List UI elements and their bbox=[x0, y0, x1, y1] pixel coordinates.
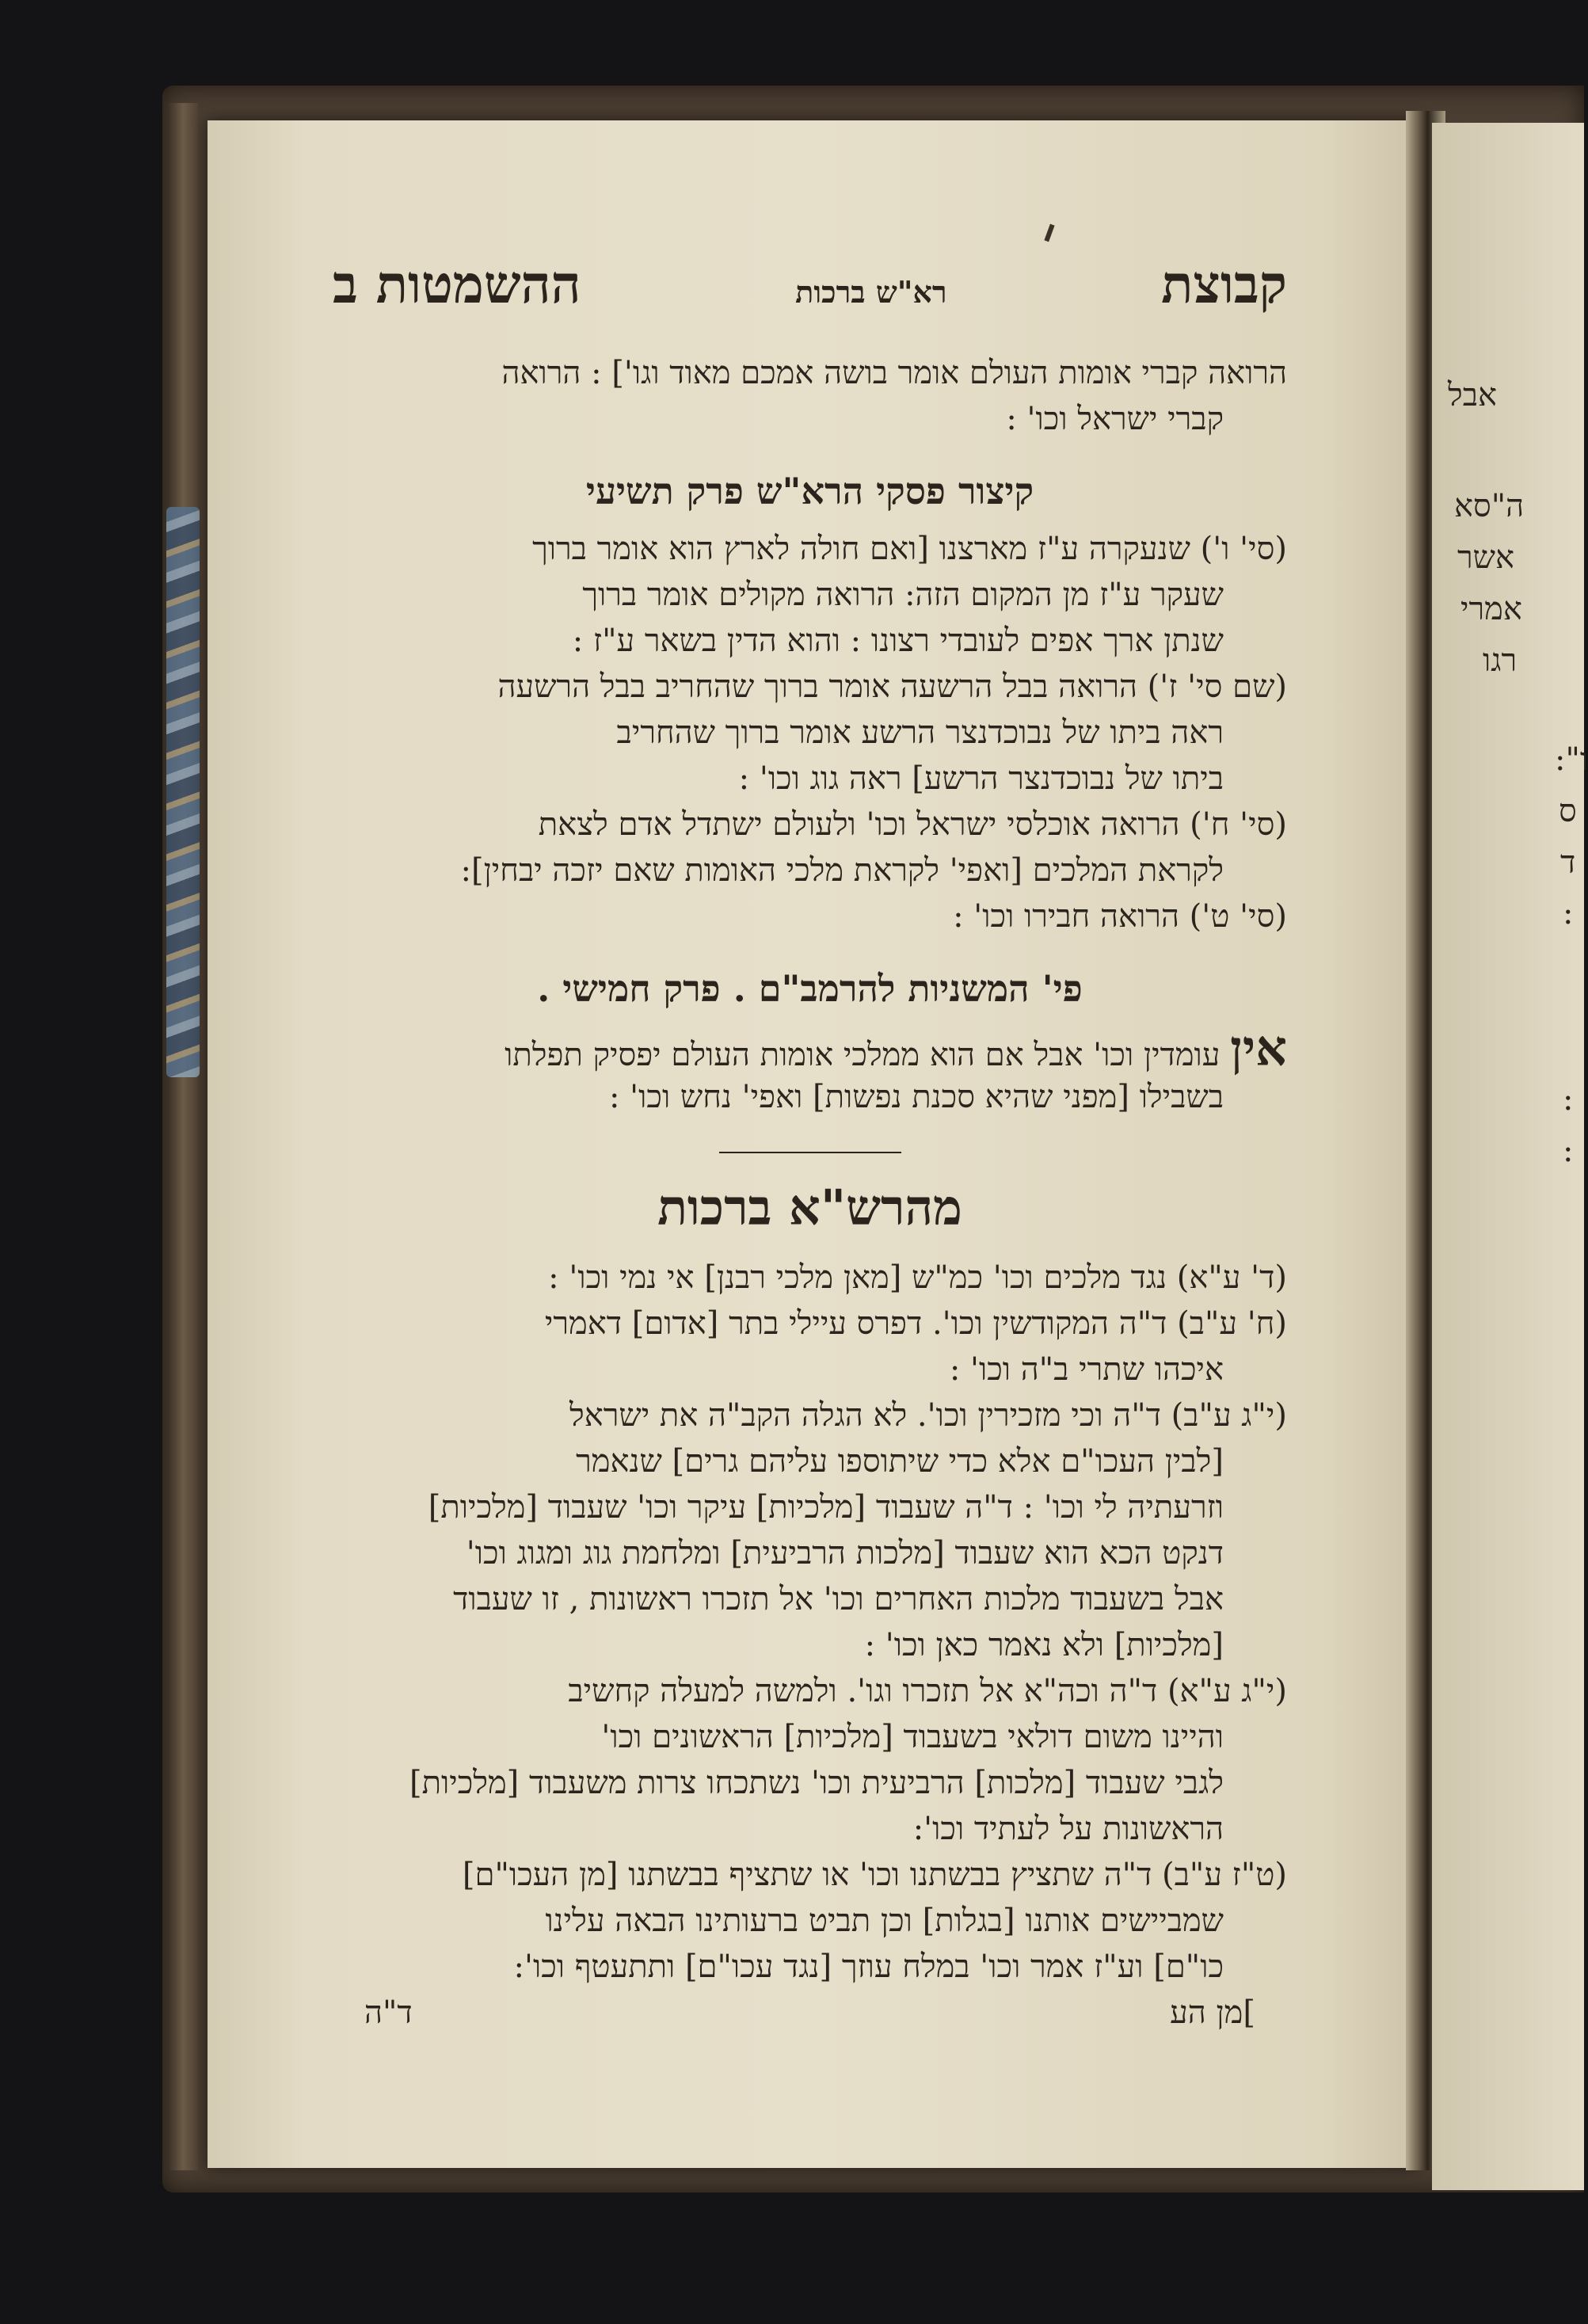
marbled-endpaper bbox=[166, 507, 200, 1077]
header-right: קבוצת bbox=[1161, 253, 1287, 315]
text-line: (ט"ז ע"ב) ד"ה שתציץ בבשתנו וכו' או שתציף בבשתנו [מן העכו"ם] bbox=[462, 1857, 1287, 1893]
right-page-text: אשר bbox=[1457, 539, 1514, 576]
text-line: ביתו של נבוכדנצר הרשע] ראה גוג וכו' : bbox=[738, 760, 1224, 797]
text-line: הראשונות על לעתיד וכו': bbox=[912, 1811, 1224, 1847]
text-line: אבל בשעבוד מלכות האחרים וכו' אל תזכרו ראשונות , זו שעבוד bbox=[453, 1581, 1224, 1617]
text-line: שנתן ארך אפים לעובדי רצונו : והוא הדין בשאר ע"ז : bbox=[572, 623, 1224, 659]
catchword-line bbox=[333, 1990, 1287, 2036]
text-line: לגבי שעבוד [מלכות] הרביעית וכו' נשתכחו צרות משעבוד [מלכיות] bbox=[409, 1765, 1224, 1801]
right-page-text: : bbox=[1563, 1081, 1574, 1118]
text-line: [לבין העכו"ם אלא כדי שיתוספו עליהם גרים] שנאמר bbox=[576, 1443, 1224, 1480]
text-line: ראה ביתו של נבוכדנצר הרשע אומר ברוך שהחריב bbox=[616, 714, 1224, 751]
text-line: שעקר ע"ז מן המקום הזה: הרואה מקולים אומר ברוך bbox=[582, 577, 1224, 613]
page-content bbox=[333, 253, 1287, 2036]
text-line: (סי' ט') הרואה חבירו וכו' : bbox=[953, 898, 1287, 935]
section-heading: קיצור פסקי הרא"ש פרק תשיעי bbox=[585, 470, 1034, 512]
right-page-text: ד bbox=[1560, 844, 1576, 881]
catchword-left: ד"ה bbox=[364, 1994, 413, 2031]
right-page-text: ה"סא bbox=[1454, 488, 1525, 524]
text-line: הרואה קברי אומות העולם אומר בושה אמכם מאוד וגו'] : הרואה bbox=[501, 355, 1287, 391]
header-middle: רא"ש ברכות bbox=[795, 274, 947, 310]
header-left: ההשמטות ב bbox=[333, 253, 581, 315]
text-line: קברי ישראל וכו' : bbox=[1006, 401, 1224, 437]
text-line: כו"ם] וע"ז אמר וכו' במלח עוזך [נגד עכו"ם] ותתעטף וכו': bbox=[513, 1949, 1224, 1985]
catchword: ]מן הע bbox=[1170, 1994, 1255, 2031]
text-line: איכהו שתרי ב"ה וכו' : bbox=[949, 1351, 1224, 1388]
main-title: מהרש"א ברכות bbox=[657, 1179, 962, 1236]
right-page-text: רגו bbox=[1483, 642, 1518, 679]
initial-word: אין bbox=[1230, 1019, 1287, 1077]
section-heading: פי' המשניות להרמב"ם . פרק חמישי . bbox=[537, 967, 1083, 1010]
right-page-text: : bbox=[1563, 1133, 1574, 1169]
text-fragment: עומדין וכו' אבל אם הוא ממלכי אומות העולם יפסיק תפלתו bbox=[505, 1037, 1221, 1073]
right-page-text: אמרי bbox=[1460, 591, 1522, 627]
text-line: [מלכיות] ולא נאמר כאן וכו' : bbox=[864, 1627, 1224, 1663]
right-page-fragment bbox=[1432, 123, 1588, 2190]
text-line: (סי' ח') הרואה אוכלסי ישראל וכו' ולעולם ישתדל אדם לצאת bbox=[538, 806, 1287, 843]
text-line: דנקט הכא הוא שעבוד [מלכות הרביעית] ומלחמת גוג ומגוג וכו' bbox=[466, 1535, 1224, 1572]
text-line: (ח' ע"ב) ד"ה המקודשין וכו'. דפרס עיילי בתר [אדום] דאמרי bbox=[544, 1305, 1287, 1342]
text-line: בשבילו [מפני שהיא סכנת נפשות] ואפי' נחש וכו' : bbox=[608, 1079, 1224, 1115]
right-page-text: ס bbox=[1559, 793, 1577, 829]
text-line: וזרעתיה לי וכו' : ד"ה שעבוד [מלכיות] עיקר וכו' שעבוד [מלכיות] bbox=[428, 1489, 1224, 1526]
text-line bbox=[333, 1019, 1287, 1077]
running-header bbox=[333, 253, 1287, 333]
text-line: והיינו משום דולאי בשעבוד [מלכיות] הראשונים וכו' bbox=[601, 1719, 1224, 1755]
text-line: (שם סי' ז') הרואה בבל הרשעה אומר ברוך שהחריב בבל הרשעה bbox=[497, 669, 1287, 705]
divider-rule bbox=[719, 1152, 901, 1153]
text-line: (ד' ע"א) נגד מלכים וכו' כמ"ש [מאן מלכי רבנן] אי נמי וכו' : bbox=[548, 1259, 1287, 1296]
right-page-text: : bbox=[1563, 895, 1574, 932]
right-page-text: ו": bbox=[1555, 741, 1588, 778]
text-line: (סי' ו') שנעקרה ע"ז מארצנו [ואם חולה לארץ הוא אומר ברוך bbox=[532, 531, 1287, 567]
text-line: (י"ג ע"ב) ד"ה וכי מזכירין וכו'. לא הגלה הקב"ה את ישראל bbox=[569, 1397, 1287, 1434]
text-line: לקראת המלכים [ואפי' לקראת מלכי האומות שאם יזכה יבחין]: bbox=[460, 852, 1224, 889]
cover-spine-edge bbox=[168, 103, 198, 2170]
right-page-text: אבל bbox=[1448, 377, 1497, 413]
text-line: שמביישים אותנו [בגלות] וכן תביט ברעותינו הבאה עלינו bbox=[545, 1903, 1224, 1939]
text-line: (י"ג ע"א) ד"ה וכה"א אל תזכרו וגו'. ולמשה למעלה קחשיב bbox=[568, 1673, 1287, 1709]
